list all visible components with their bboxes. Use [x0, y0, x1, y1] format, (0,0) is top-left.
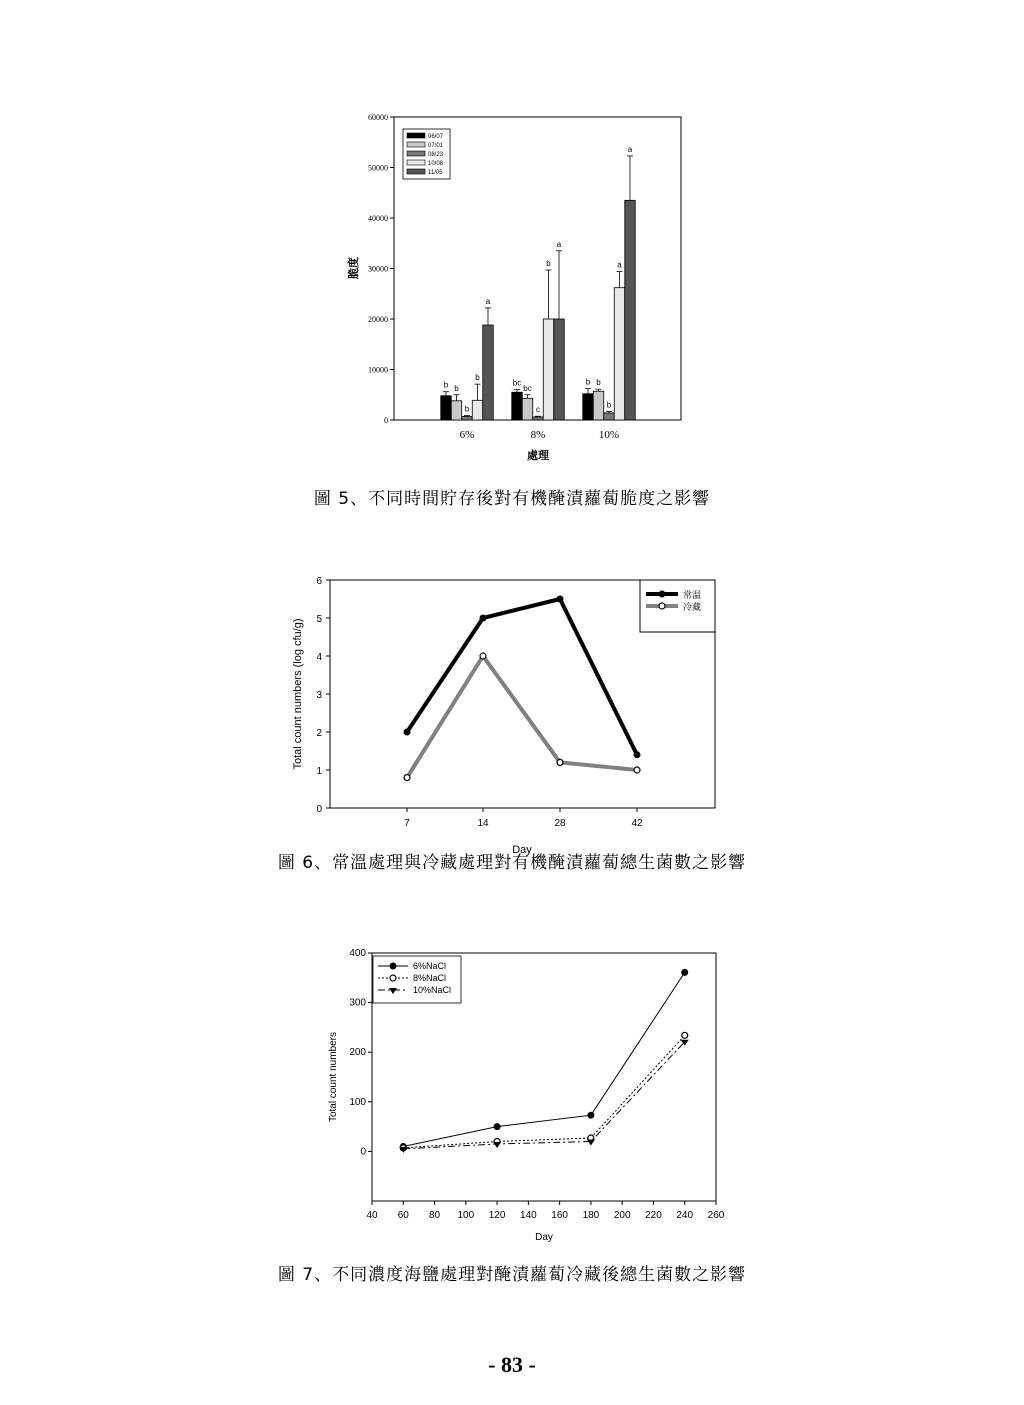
x-tick-label: 40: [366, 1210, 378, 1221]
x-tick-label: 140: [520, 1210, 537, 1221]
data-point: [404, 775, 410, 781]
y-tick-label: 0: [316, 804, 322, 815]
figure-6-caption: 圖 6、常溫處理與冷藏處理對有機醃漬蘿蔔總生菌數之影響: [277, 853, 747, 873]
y-axis-label: Total count numbers: [328, 1031, 339, 1123]
x-tick-label: 260: [707, 1210, 725, 1221]
y-tick-label: 0: [384, 416, 388, 425]
x-axis-label: Day: [535, 1232, 553, 1243]
bar: [462, 416, 473, 420]
legend-label: 冷藏: [683, 602, 702, 612]
x-axis-label: Day: [512, 844, 532, 856]
significance-letter: c: [536, 405, 540, 415]
bar: [512, 392, 523, 420]
y-tick-label: 50000: [368, 163, 388, 173]
legend-swatch: [407, 142, 425, 147]
y-tick-label: 6: [316, 576, 322, 587]
bar: [533, 417, 544, 420]
legend-marker: [390, 963, 396, 969]
significance-letter: b: [585, 377, 591, 387]
x-category-label: 8%: [530, 429, 546, 441]
y-tick-label: 3: [316, 690, 322, 701]
x-axis-label: 處理: [527, 450, 549, 462]
data-point: [404, 729, 410, 735]
x-tick-label: 7: [404, 818, 410, 829]
legend-label: 6%NaCl: [413, 961, 447, 971]
x-tick-label: 100: [457, 1210, 475, 1221]
data-point: [557, 759, 563, 765]
y-tick-label: 30000: [368, 264, 388, 274]
data-point: [682, 969, 688, 975]
significance-letter: a: [627, 144, 633, 154]
significance-letter: a: [556, 239, 562, 249]
significance-letter: bc: [523, 383, 532, 393]
y-tick-label: 1: [316, 766, 322, 777]
x-tick-label: 14: [477, 818, 489, 829]
x-category-label: 10%: [598, 429, 620, 441]
legend-swatch: [407, 160, 425, 165]
legend-label: 10%NaCl: [413, 985, 452, 995]
x-category-label: 6%: [459, 429, 475, 441]
x-tick-label: 240: [676, 1210, 694, 1221]
bar: [451, 401, 462, 420]
x-tick-label: 42: [631, 818, 643, 829]
y-tick-label: 40000: [368, 214, 388, 223]
legend-label: 10/08: [428, 161, 444, 167]
significance-letter: b: [443, 380, 449, 390]
significance-letter: b: [464, 404, 470, 414]
significance-letter: b: [596, 378, 601, 388]
significance-letter: b: [454, 383, 459, 393]
significance-letter: b: [606, 400, 612, 410]
x-tick-label: 200: [613, 1210, 631, 1221]
legend-swatch: [407, 133, 425, 138]
series-line: [407, 656, 637, 778]
x-tick-label: 160: [551, 1210, 568, 1221]
y-tick-label: 200: [349, 1047, 366, 1059]
bar: [522, 398, 533, 420]
figure-7-line-chart: [328, 948, 725, 1243]
figure-6-line-chart: [292, 576, 715, 856]
x-tick-label: 180: [582, 1210, 600, 1221]
legend-marker: [659, 591, 665, 597]
legend-marker: [390, 975, 396, 981]
significance-letter: b: [475, 373, 480, 383]
legend-swatch: [407, 169, 425, 174]
y-tick-label: 60000: [368, 113, 388, 122]
x-tick-label: 28: [554, 818, 566, 829]
x-tick-label: 220: [645, 1210, 662, 1221]
bar: [593, 391, 604, 420]
figure-7-caption: 圖 7、不同濃度海鹽處理對醃漬蘿蔔冷藏後總生菌數之影響: [277, 1265, 747, 1285]
legend-label: 06/07: [428, 134, 444, 140]
y-tick-label: 0: [360, 1146, 366, 1158]
figure-5-bar-chart: [346, 113, 681, 462]
y-tick-label: 100: [349, 1096, 366, 1108]
bar: [625, 200, 636, 420]
bar: [543, 319, 554, 420]
series-line: [403, 1042, 684, 1149]
page-number: - 83 -: [488, 1352, 536, 1377]
bar: [483, 325, 494, 420]
y-axis-label: Total count numbers (log cfu/g): [292, 618, 304, 770]
legend-label: 11/05: [428, 170, 443, 176]
x-tick-label: 80: [428, 1210, 441, 1221]
data-point: [588, 1112, 594, 1118]
y-tick-label: 2: [316, 728, 322, 739]
bar: [554, 319, 565, 420]
legend-swatch: [407, 151, 425, 156]
bar: [583, 394, 594, 420]
data-point: [634, 767, 640, 773]
legend-label: 07/01: [428, 143, 444, 149]
significance-letter: a: [617, 260, 622, 270]
figure-5-caption: 圖 5、不同時間貯存後對有機醃漬蘿蔔脆度之影響: [313, 489, 711, 509]
series-line: [403, 1035, 684, 1148]
significance-letter: a: [485, 296, 491, 306]
legend-marker: [659, 603, 665, 609]
significance-letter: bc: [512, 378, 522, 388]
data-point: [634, 752, 640, 758]
significance-letter: b: [546, 259, 551, 269]
legend-label: 8%NaCl: [413, 973, 447, 983]
x-tick-label: 120: [488, 1210, 506, 1221]
y-axis-label: 脆度: [348, 257, 360, 279]
data-point: [480, 615, 486, 621]
bar: [614, 288, 625, 420]
data-point: [480, 653, 486, 659]
y-tick-label: 20000: [368, 315, 388, 324]
y-tick-label: 400: [349, 948, 366, 959]
x-tick-label: 60: [397, 1210, 409, 1221]
bar: [441, 396, 452, 420]
y-tick-label: 4: [316, 652, 322, 663]
data-point: [557, 596, 563, 602]
data-point: [682, 1032, 688, 1038]
data-point: [494, 1124, 500, 1130]
legend-label: 08/23: [428, 152, 444, 158]
series-line: [407, 599, 637, 755]
data-point: [493, 1142, 501, 1148]
bar: [604, 413, 615, 420]
y-tick-label: 5: [316, 614, 322, 625]
legend-label: 常温: [683, 590, 702, 600]
data-point: [587, 1139, 595, 1145]
y-tick-label: 10000: [368, 365, 388, 375]
y-tick-label: 300: [349, 997, 366, 1009]
bar: [472, 400, 483, 420]
